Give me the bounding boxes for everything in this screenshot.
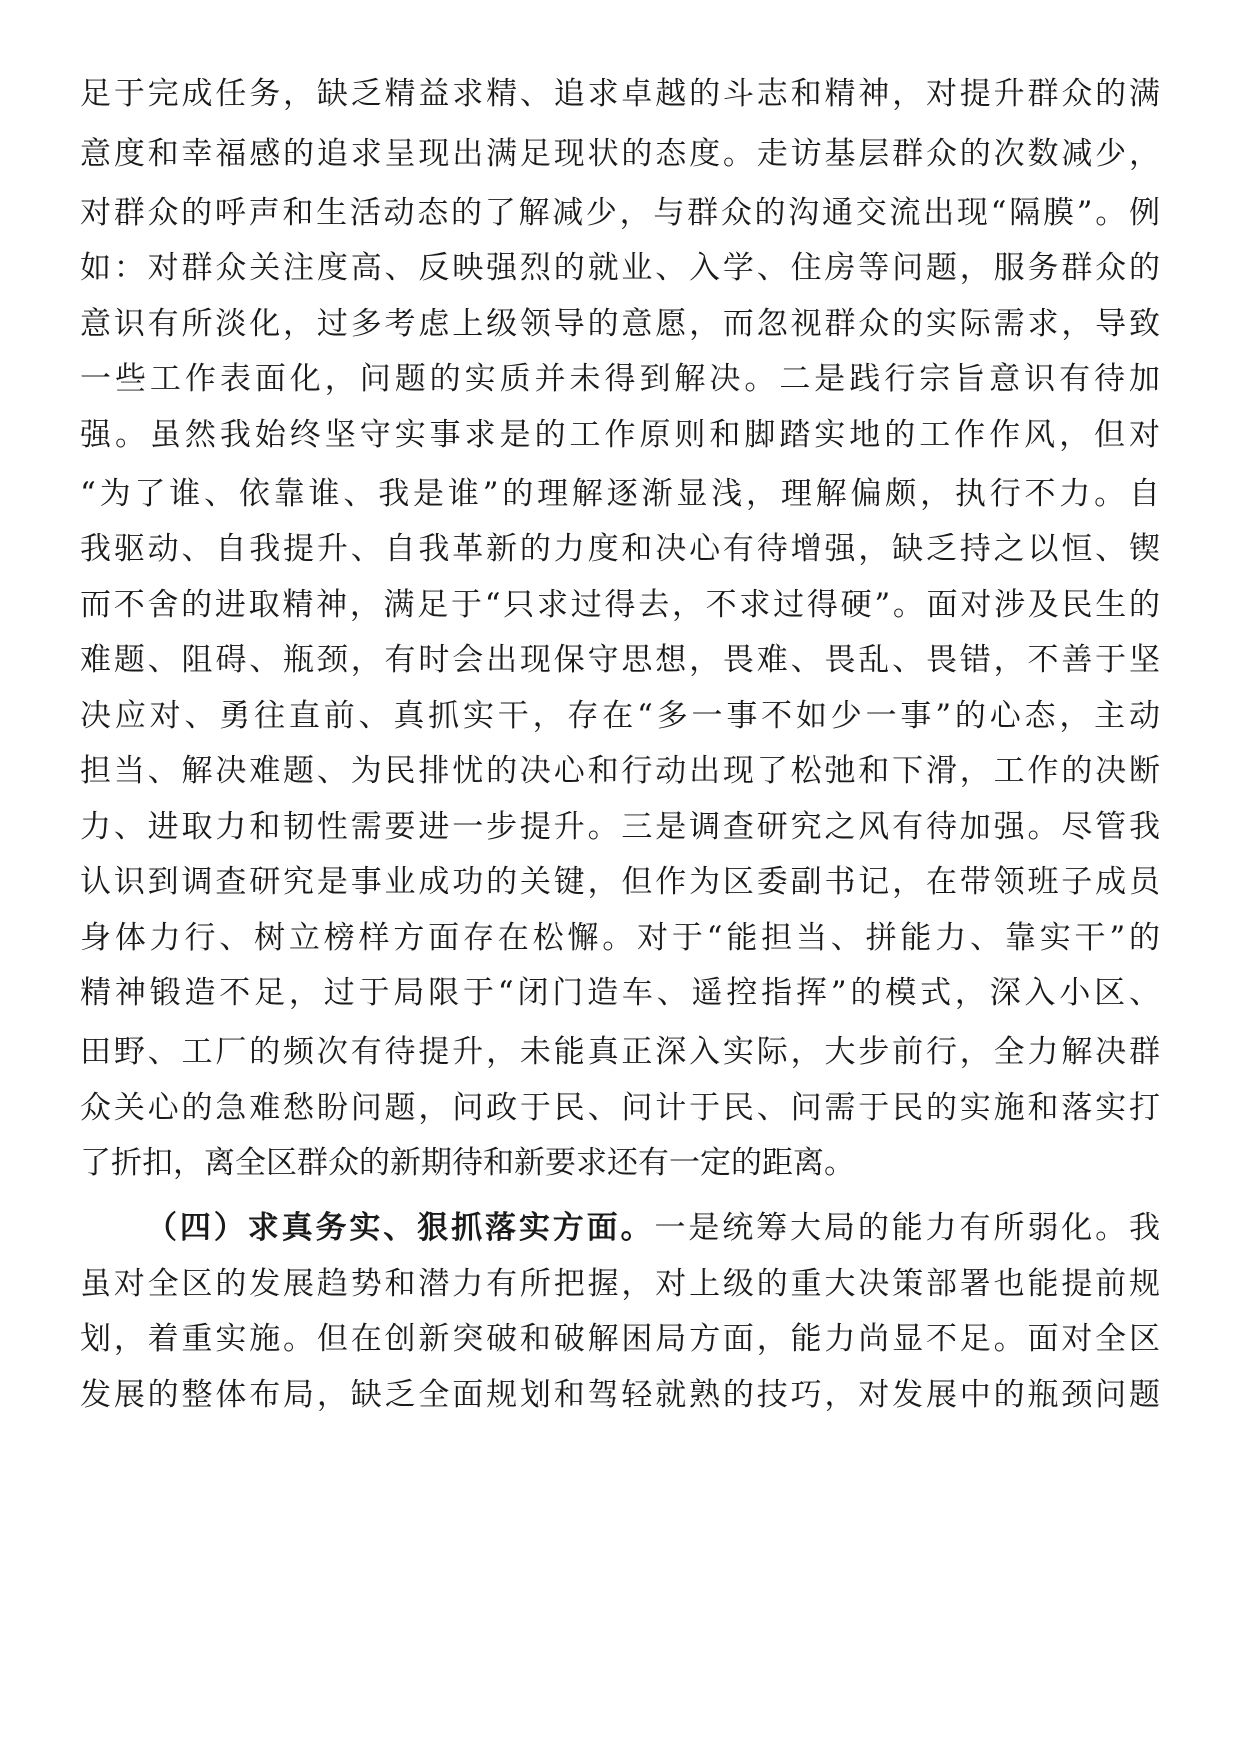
text-line: 意识有所淡化，过多考虑上级领导的意愿，而忽视群众的实际需求，导致	[80, 306, 1160, 342]
text-line: 一些工作表面化，问题的实质并未得到解决。二是践行宗旨意识有待加	[80, 361, 1160, 397]
section-heading: （四）求真务实、狠抓落实方面。	[146, 1210, 655, 1246]
text-line: 精神锻造不足，过于局限于“闭门造车、遥控指挥”的模式，深入小区、	[80, 975, 1160, 1011]
text-line: 田野、工厂的频次有待提升，未能真正深入实际，大步前行，全力解决群	[80, 1034, 1160, 1070]
text-line: 我驱动、自我提升、自我革新的力度和决心有待增强，缺乏持之以恒、锲	[80, 531, 1160, 567]
text-line: 而不舍的进取精神，满足于“只求过得去，不求过得硬”。面对涉及民生的	[80, 587, 1160, 623]
text-line: 发展的整体布局，缺乏全面规划和驾轻就熟的技巧，对发展中的瓶颈问题	[80, 1377, 1160, 1413]
text-line: 足于完成任务，缺乏精益求精、追求卓越的斗志和精神，对提升群众的满	[80, 76, 1160, 112]
text-line: 担当、解决难题、为民排忧的决心和行动出现了松弛和下滑，工作的决断	[80, 753, 1160, 789]
text-line: 划，着重实施。但在创新突破和破解困局方面，能力尚显不足。面对全区	[80, 1321, 1160, 1357]
section-heading-rest: 一是统筹大局的能力有所弱化。我	[654, 1210, 1161, 1246]
text-line: 虽对全区的发展趋势和潜力有所把握，对上级的重大决策部署也能提前规	[80, 1266, 1160, 1302]
text-line: 力、进取力和韧性需要进一步提升。三是调查研究之风有待加强。尽管我	[80, 809, 1160, 845]
text-line: 身体力行、树立榜样方面存在松懈。对于“能担当、拼能力、靠实干”的	[80, 920, 1160, 956]
text-line: 了折扣，离全区群众的新期待和新要求还有一定的距离。	[80, 1145, 855, 1181]
text-line: 强。虽然我始终坚守实事求是的工作原则和脚踏实地的工作作风，但对	[80, 417, 1160, 453]
section-heading-line	[146, 1200, 1160, 1256]
text-line: 众关心的急难愁盼问题，问政于民、问计于民、问需于民的实施和落实打	[80, 1090, 1160, 1126]
text-line: 如：对群众关注度高、反映强烈的就业、入学、住房等问题，服务群众的	[80, 250, 1160, 286]
text-line: 意度和幸福感的追求呈现出满足现状的态度。走访基层群众的次数减少，	[80, 136, 1160, 172]
text-line: 认识到调查研究是事业成功的关键，但作为区委副书记，在带领班子成员	[80, 864, 1160, 900]
text-line: 决应对、勇往直前、真抓实干，存在“多一事不如少一事”的心态，主动	[80, 698, 1160, 734]
text-line: “为了谁、依靠谁、我是谁”的理解逐渐显浅，理解偏颇，执行不力。自	[80, 476, 1160, 512]
text-line: 对群众的呼声和生活动态的了解减少，与群众的沟通交流出现“隔膜”。例	[80, 195, 1160, 231]
text-line: 难题、阻碍、瓶颈，有时会出现保守思想，畏难、畏乱、畏错，不善于坚	[80, 642, 1160, 678]
